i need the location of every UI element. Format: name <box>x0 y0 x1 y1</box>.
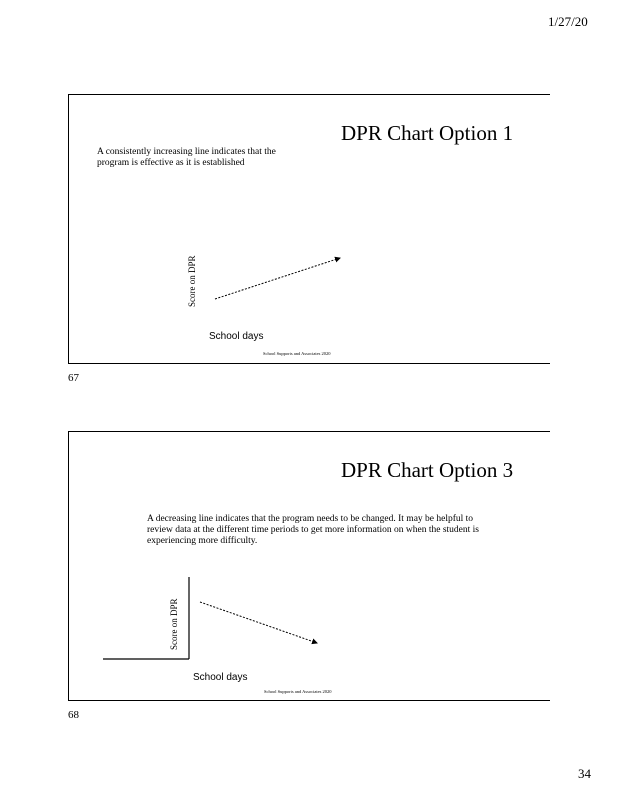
trend-line-chart <box>69 432 551 702</box>
slide-title: DPR Chart Option 3 <box>341 458 514 482</box>
slide-title: DPR Chart Option 1 <box>341 121 514 145</box>
y-axis-label: Score on DPR <box>187 255 197 307</box>
slide-caption: A decreasing line indicates that the program needs to be changed. It may be helpful to review data at the different time periods to get more information on when the student is experiencing more difficulty. <box>147 514 479 546</box>
x-axis-label: School days <box>209 331 264 342</box>
slide-footer: School Supports and Associates 2020 <box>263 351 331 356</box>
header-date: 1/27/20 <box>548 14 588 29</box>
slide-number: 68 <box>68 709 79 721</box>
slide-footer: School Supports and Associates 2020 <box>264 689 332 694</box>
slide-68 <box>68 431 550 701</box>
trend-line-chart <box>69 95 551 365</box>
slide-number: 67 <box>68 372 79 384</box>
decreasing-trend-line <box>200 602 317 643</box>
y-axis-label: Score on DPR <box>169 598 179 650</box>
x-axis-label: School days <box>193 672 248 683</box>
slide-caption: A consistently increasing line indicates that the program is effective as it is established <box>97 147 276 168</box>
increasing-trend-line <box>215 258 340 299</box>
page-number: 34 <box>578 766 591 781</box>
slide-67 <box>68 94 550 364</box>
